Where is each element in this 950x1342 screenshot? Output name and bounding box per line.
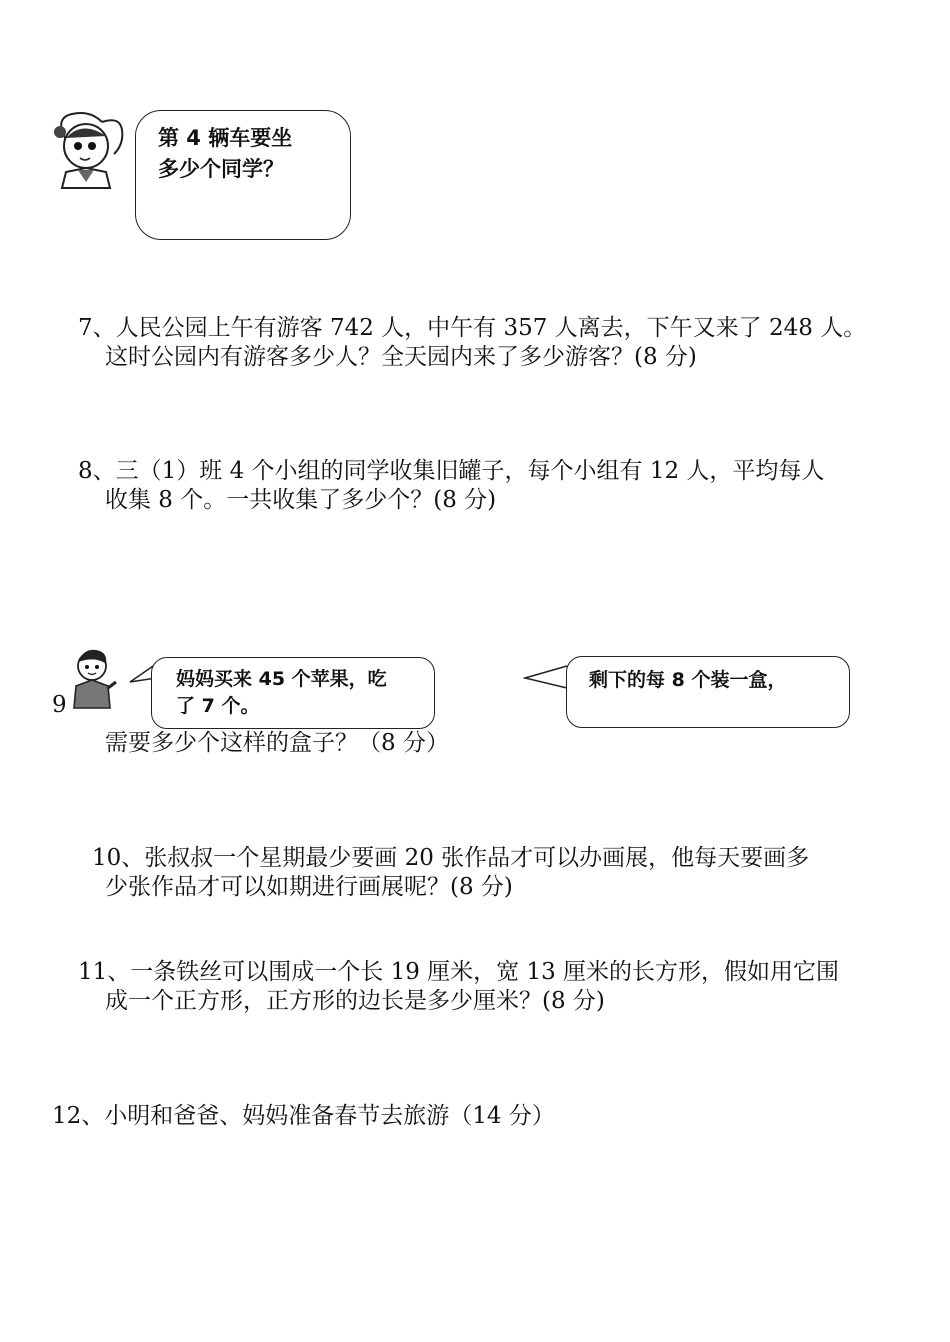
question-9-text: 需要多少个这样的盒子？（8 分） [105, 730, 449, 756]
speech-bubble-girl [135, 110, 351, 240]
question-11-line2: 成一个正方形，正方形的边长是多少厘米？(8 分) [105, 988, 605, 1014]
bubble-text-line2: 多少个同学？ [158, 157, 284, 181]
bubble-boxes-text: 剩下的每 8 个装一盒， [589, 669, 787, 691]
bubble-text-line1: 第 4 辆车要坐 [158, 126, 293, 150]
question-8-line1: 8、三（1）班 4 个小组的同学收集旧罐子，每个小组有 12 人，平均每人 [78, 458, 825, 484]
question-7-line2: 这时公园内有游客多少人？全天园内来了多少游客？(8 分) [105, 344, 697, 370]
question-12: 12、小明和爸爸、妈妈准备春节去旅游（14 分） [52, 1103, 555, 1129]
question-10-line2: 少张作品才可以如期进行画展呢？(8 分) [105, 874, 513, 900]
question-11-line1: 11、一条铁丝可以围成一个长 19 厘米，宽 13 厘米的长方形，假如用它围 [78, 959, 840, 985]
question-7-line1: 7、人民公园上午有游客 742 人，中午有 357 人离去，下午又来了 248 人。 [78, 315, 867, 341]
speech-bubble-apples [151, 657, 435, 729]
speech-bubble-right-tail [523, 662, 569, 692]
question-9-number: 9 [52, 692, 67, 718]
question-10-line1: 10、张叔叔一个星期最少要画 20 张作品才可以办画展，他每天要画多 [92, 845, 810, 871]
boy-illustration-icon [66, 646, 118, 710]
speech-bubble-boxes [566, 656, 850, 728]
bubble-apples-line1: 妈妈买来 45 个苹果，吃 [176, 668, 387, 690]
bubble-apples-line2: 了 7 个。 [176, 695, 260, 717]
girl-illustration-icon [52, 110, 128, 190]
question-8-line2: 收集 8 个。一共收集了多少个？(8 分) [105, 487, 497, 513]
